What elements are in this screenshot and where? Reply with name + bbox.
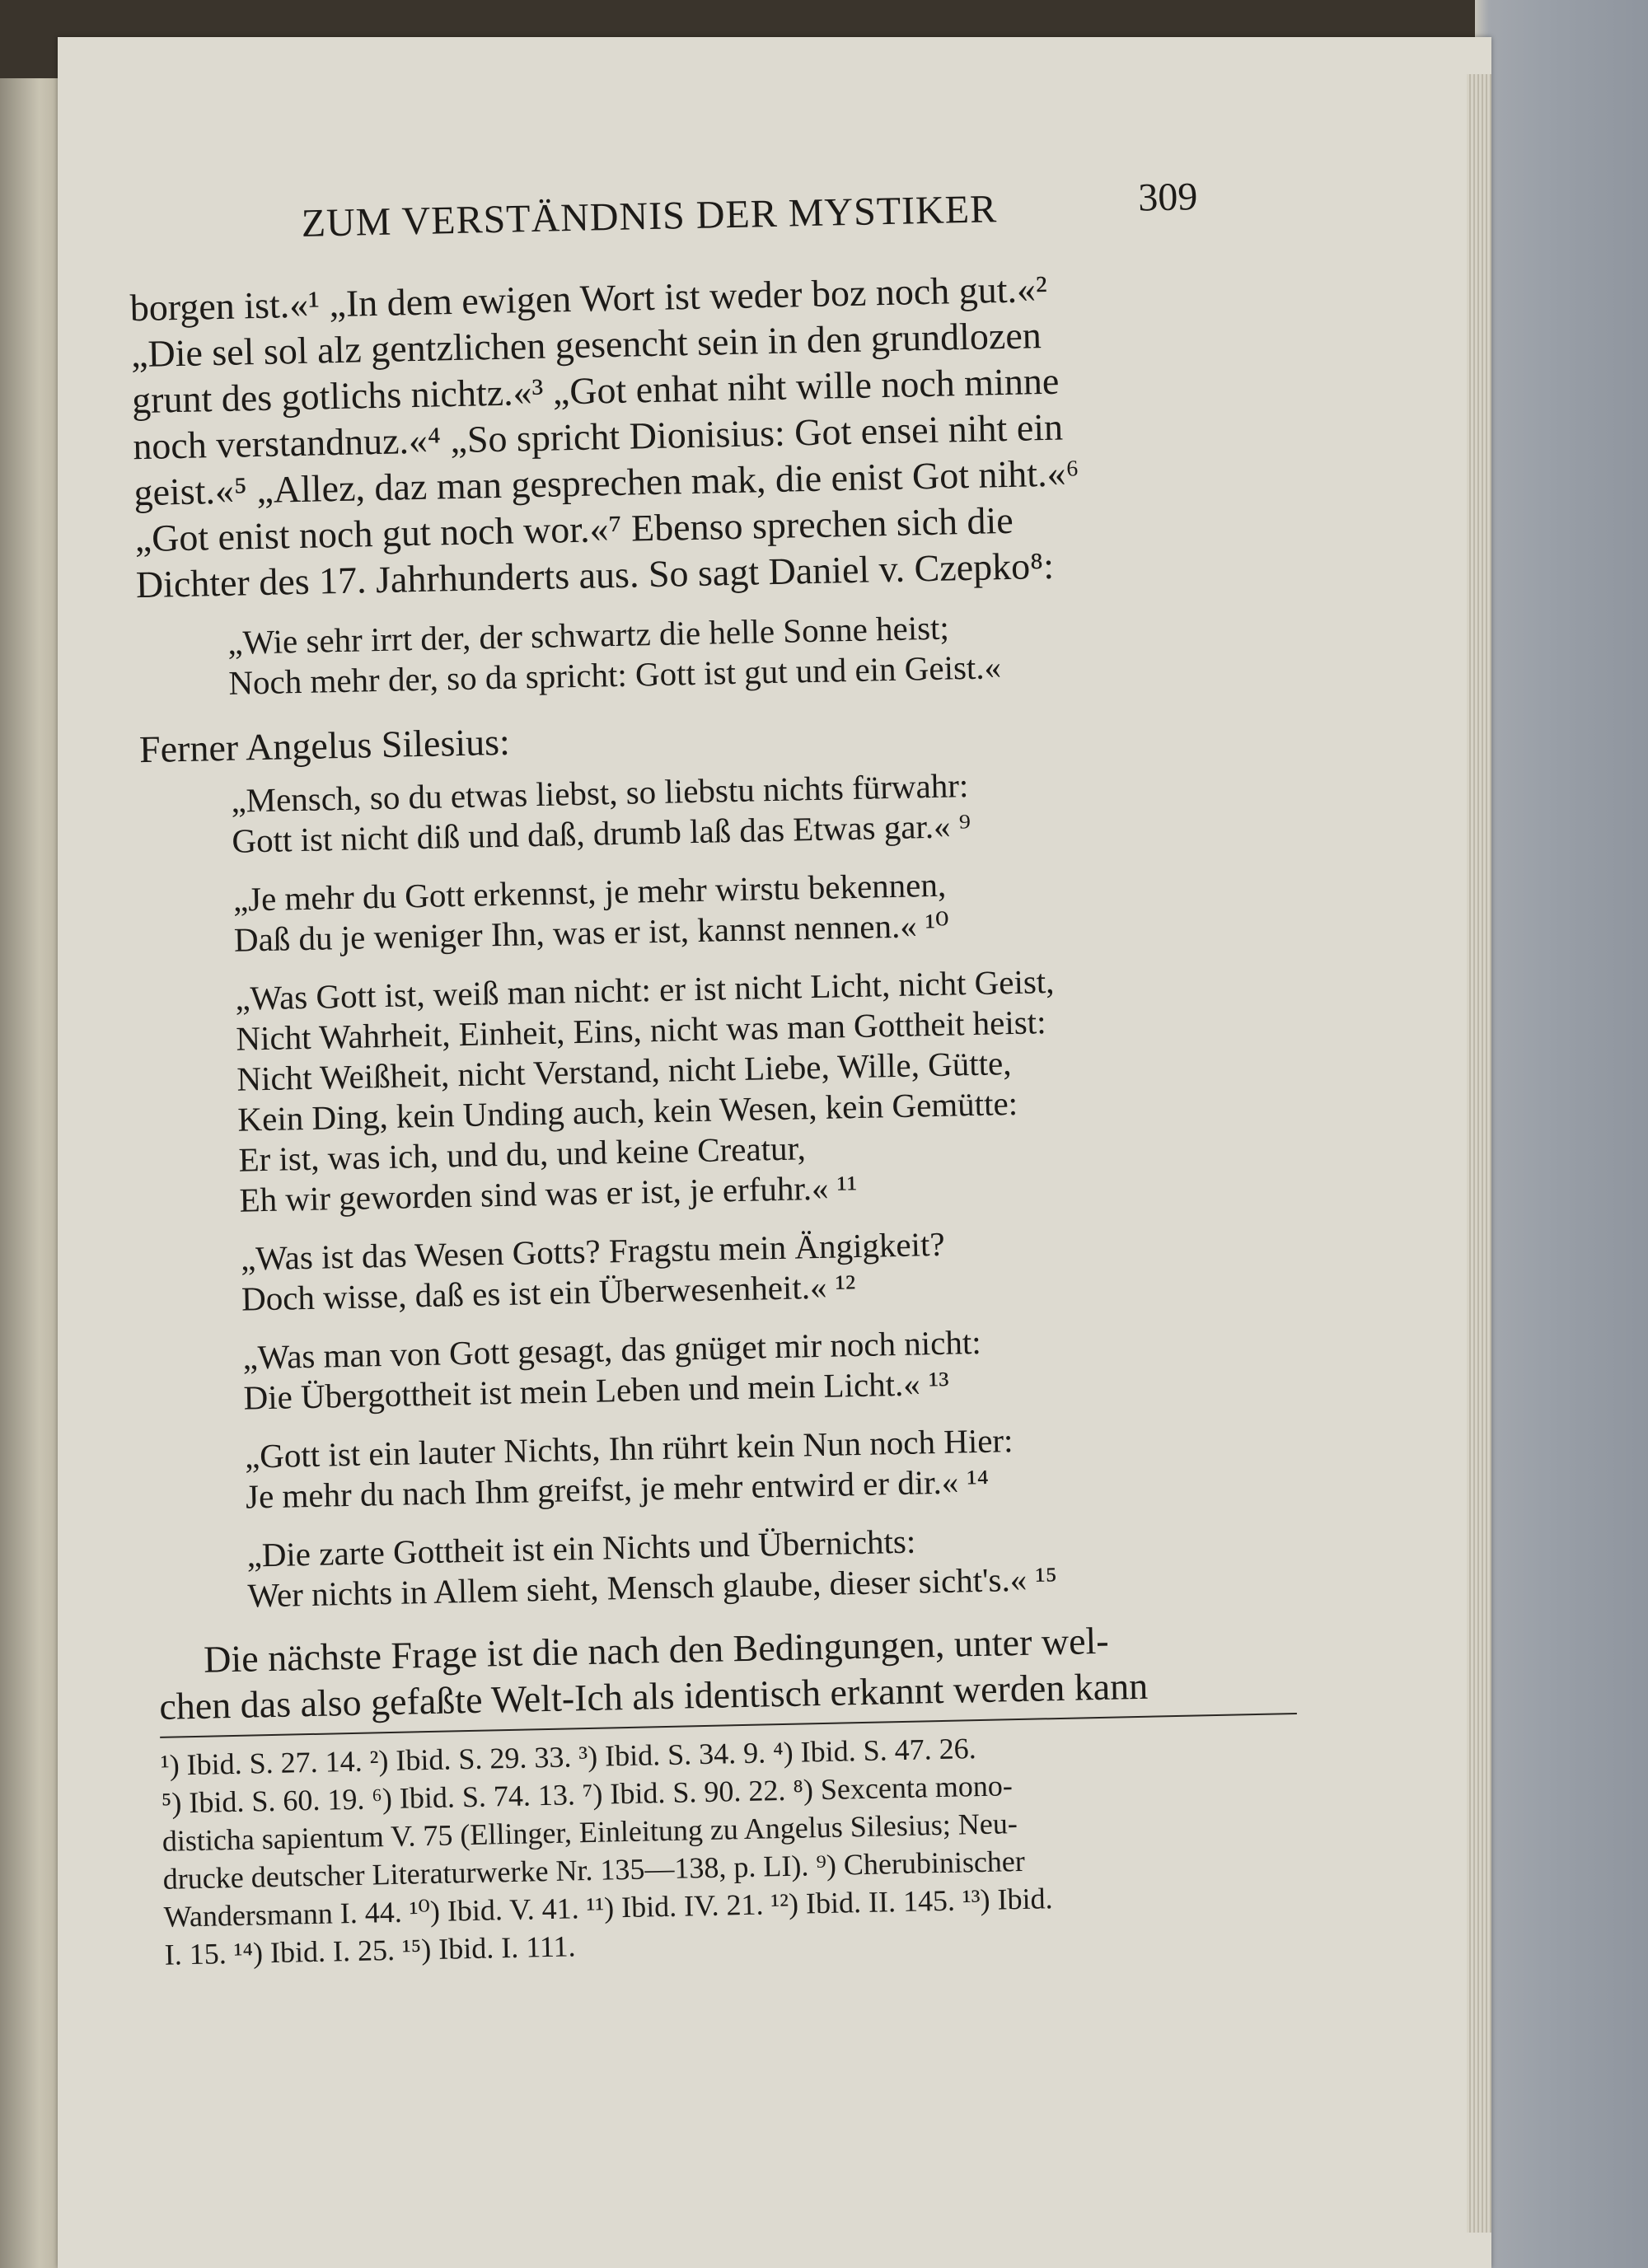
verse-line: „Mensch, so du etwas liebst, so liebstu nichts fürwahr: [230, 766, 969, 820]
footnotes [160, 1722, 1334, 1974]
body-text [129, 261, 1335, 1974]
verse-line: Daß du je weniger Ihn, was er ist, kannst nennen.« ¹⁰ [233, 905, 950, 959]
verse-line: Wer nichts in Allem sieht, Mensch glaube, dieser sicht's.« ¹⁵ [247, 1560, 1058, 1615]
body-line: Dichter des 17. Jahrhunderts aus. So sagt Daniel v. Czepko⁸: [135, 544, 1055, 606]
verse-block [235, 956, 1319, 1220]
verse-line: „Was ist das Wesen Gotts? Fragstu mein Ängigkeit? [240, 1224, 945, 1278]
verse-line: „Gott ist ein lauter Nichts, Ihn rührt kein Nun noch Hier: [244, 1421, 1014, 1475]
verse-line: „Die zarte Gottheit ist ein Nichts und Übernichts: [246, 1522, 916, 1574]
verse-line: Noch mehr der, so da spricht: Gott ist gut und ein Geist.« [227, 648, 1002, 702]
body-line: grunt des gotlichs nichtz.«³ „Got enhat niht wille noch minne [131, 359, 1060, 422]
body-line: „Got enist noch gut noch wor.«⁷ Ebenso sprechen sich die [134, 498, 1014, 560]
verse-line: Doch wisse, daß es ist ein Überwesenheit.« ¹² [241, 1267, 856, 1318]
verse-line: Eh wir geworden sind was er ist, je erfuhr.« ¹¹ [239, 1168, 858, 1219]
verse-block [231, 758, 1312, 861]
verse-block [245, 1414, 1326, 1517]
page-number: 309 [1137, 175, 1198, 220]
verse-block [241, 1216, 1322, 1319]
verse-czepko [227, 600, 1309, 703]
body-line: Die nächste Frage ist die nach den Bedingungen, unter wel- [203, 1619, 1110, 1681]
body-line: chen das also gefaßte Welt-Ich als identisch erkannt werden kann [158, 1664, 1149, 1728]
footnote-line: ⁵) Ibid. S. 60. 19. ⁶) Ibid. S. 74. 13. ⁷) Ibid. S. 90. 22. ⁸) Sexcenta mono- [161, 1769, 1014, 1820]
footnote-line: ¹) Ibid. S. 27. 14. ²) Ibid. S. 29. 33. ³) Ibid. S. 34. 9. ⁴) Ibid. S. 47. 26. [160, 1732, 977, 1782]
verse-line: Kein Ding, kein Unding auch, kein Wesen, kein Gemütte: [237, 1083, 1018, 1139]
footnote-line: disticha sapientum V. 75 (Ellinger, Einleitung zu Angelus Silesius; Neu- [162, 1807, 1018, 1858]
verse-block [232, 857, 1313, 960]
verse-line: Nicht Weißheit, nicht Verstand, nicht Liebe, Wille, Gütte, [236, 1044, 1012, 1098]
footnote-line: drucke deutscher Literaturwerke Nr. 135—138, p. LI). ⁹) Cherubinischer [162, 1844, 1026, 1896]
ferner-line: Ferner Angelus Silesius: [138, 720, 511, 771]
verse-block [242, 1315, 1323, 1418]
verse-line: Gott ist nicht diß und daß, drumb laß das Etwas gar.« ⁹ [231, 807, 971, 860]
verse-line: „Je mehr du Gott erkennst, je mehr wirstu bekennen, [232, 865, 947, 919]
body-line: borgen ist.«¹ „In dem ewigen Wort ist weder boz noch gut.«² [129, 267, 1048, 330]
verse-line: „Was Gott ist, weiß man nicht: er ist nicht Licht, nicht Geist, [234, 961, 1055, 1017]
final-paragraph [158, 1613, 1330, 1729]
verse-line: Die Übergottheit ist mein Leben und mein Licht.« ¹³ [243, 1363, 950, 1417]
verse-line: Er ist, was ich, und du, und keine Creatur, [238, 1129, 807, 1179]
body-line: noch verstandnuz.«⁴ „So spricht Dionisius: Got ensei niht ein [132, 405, 1064, 468]
verse-line: „Wie sehr irrt der, der schwartz die helle Sonne heist; [227, 608, 950, 662]
previous-page-edge [0, 78, 66, 2268]
footnote-line: I. 15. ¹⁴) Ibid. I. 25. ¹⁵) Ibid. I. 111. [164, 1929, 576, 1971]
verse-line: Je mehr du nach Ihm greifst, je mehr entwird er dir.« ¹⁴ [245, 1461, 990, 1516]
verse-line: „Was man von Gott gesagt, das gnüget mir noch nicht: [242, 1322, 982, 1377]
running-header: ZUM VERSTÄNDNIS DER MYSTIKER [301, 187, 998, 246]
verse-line: Nicht Wahrheit, Einheit, Eins, nicht was man Gottheit heist: [235, 1003, 1046, 1058]
body-line: geist.«⁵ „Allez, daz man gesprechen mak, die enist Got niht.«⁶ [133, 451, 1080, 514]
body-line: „Die sel sol alz gentzlichen gesencht sein in den grundlozen [130, 314, 1042, 376]
footnote-line: Wandersmann I. 44. ¹⁰) Ibid. V. 41. ¹¹) Ibid. IV. 21. ¹²) Ibid. II. 145. ¹³) Ibid. [163, 1882, 1053, 1934]
page-text [58, 0, 1538, 2230]
verse-block [246, 1513, 1327, 1616]
